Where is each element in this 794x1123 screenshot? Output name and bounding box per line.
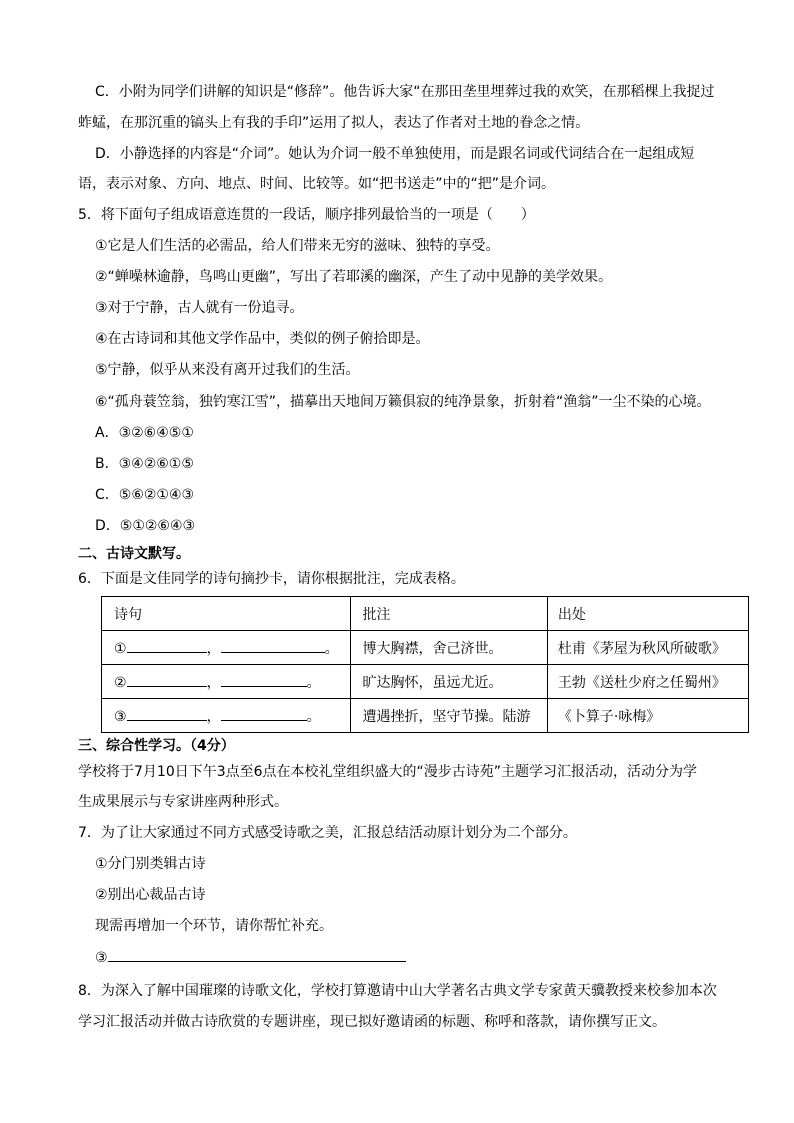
poem-cell [102, 665, 351, 699]
answer-blank[interactable] [221, 672, 307, 687]
q7-item-2: ②别出心裁品古诗 [95, 887, 206, 903]
answer-blank[interactable] [127, 638, 207, 653]
intro-line1: 学校将于7月10日下午3点至6点在本校礼堂组织盛大的“漫步古诗苑”主题学习汇报活动，活动分为学 [78, 764, 698, 780]
table-row [102, 631, 749, 665]
poem-card-table [101, 596, 749, 733]
q5-sentence-3: ③对于宁静，古人就有一份追寻。 [95, 300, 304, 316]
option-d-line1: D．小静选择的内容是“介词”。她认为介词一般不单独使用，而是跟名词或代词结合在一起组成短 [95, 146, 695, 162]
option-c-line1: C．小附为同学们讲解的知识是“修辞”。他告诉大家“在那田垄里埋葬过我的欢笑，在那稻棵上我捉过 [95, 84, 715, 100]
note-cell: 博大胸襟，舍己济世。 [350, 631, 547, 665]
row-number: ③ [114, 708, 127, 725]
comma: ， [206, 640, 221, 657]
answer-blank[interactable] [127, 672, 207, 687]
header-note: 批注 [350, 597, 547, 631]
section-3-heading: 三、综合性学习。（4分） [78, 738, 235, 754]
q5-option-b: B．③④②⑥①⑤ [95, 456, 194, 472]
table-row [102, 699, 749, 733]
intro-line2: 生成果展示与专家讲座两种形式。 [78, 794, 288, 810]
comma: ， [206, 708, 221, 725]
q8-line2: 学习汇报活动并做古诗欣赏的专题讲座，现已拟好邀请函的标题、称呼和落款，请你撰写正文。 [78, 1014, 666, 1030]
note-cell: 遭遇挫折，坚守节操。陆游 [350, 699, 547, 733]
header-poem: 诗句 [102, 597, 351, 631]
note-cell: 旷达胸怀，虽远尤近。 [350, 665, 547, 699]
q7-item-1: ①分门别类辑古诗 [95, 856, 206, 872]
period: 。 [306, 674, 321, 691]
q7-answer-line [95, 947, 406, 968]
answer-blank[interactable] [221, 638, 325, 653]
poem-cell [102, 699, 351, 733]
row-number: ① [114, 640, 127, 657]
q8-line1: 8．为深入了解中国璀璨的诗歌文化，学校打算邀请中山大学著名古典文学专家黄天骥教授来校参加本次 [78, 983, 717, 999]
q5-option-d: D．⑤①②⑥④③ [95, 518, 196, 534]
table-row [102, 665, 749, 699]
answer-blank[interactable] [221, 706, 307, 721]
header-source: 出处 [547, 597, 748, 631]
answer-blank[interactable] [127, 706, 207, 721]
source-cell: 杜甫《茅屋为秋风所破歌》 [547, 631, 748, 665]
q7-note: 现需再增加一个环节，请你帮忙补充。 [95, 918, 333, 934]
row-number: ② [114, 674, 127, 691]
answer-blank[interactable] [108, 947, 406, 962]
poem-cell [102, 631, 351, 665]
q7-blank-number: ③ [95, 950, 108, 966]
q5-sentence-1: ①它是人们生活的必需品，给人们带来无穷的滋味、独特的享受。 [95, 238, 500, 254]
q5-sentence-5: ⑤宁静，似乎从来没有离开过我们的生活。 [95, 362, 360, 378]
option-c-line2: 蚱蜢，在那沉重的镐头上有我的手印”运用了拟人，表达了作者对土地的眷念之情。 [78, 115, 590, 131]
option-d-line2: 语，表示对象、方向、地点、时间、比较等。如“把书送走”中的“把”是介词。 [78, 176, 556, 192]
period: 。 [324, 640, 339, 657]
q6-stem: 6．下面是文佳同学的诗句摘抄卡，请你根据批注，完成表格。 [78, 571, 465, 587]
q5-stem: 5．将下面句子组成语意连贯的一段话，顺序排列最恰当的一项是（ ） [78, 207, 535, 223]
q5-option-a: A．③②⑥④⑤① [95, 425, 194, 441]
q7-stem: 7．为了让大家通过不同方式感受诗歌之美，汇报总结活动原计划分为二个部分。 [78, 825, 577, 841]
comma: ， [206, 674, 221, 691]
q5-option-c: C．⑤⑥②①④③ [95, 487, 195, 503]
q5-sentence-6: ⑥“孤舟蓑笠翁，独钓寒江雪”，描摹出天地间万籁俱寂的纯净景象，折射着“渔翁”一尘不染的心境。 [95, 394, 711, 410]
source-cell: 《卜算子·咏梅》 [547, 699, 748, 733]
source-cell: 王勃《送杜少府之任蜀州》 [547, 665, 748, 699]
period: 。 [306, 708, 321, 725]
table-header-row [102, 597, 749, 631]
q5-sentence-2: ②“蝉噪林逾静，鸟鸣山更幽”，写出了若耶溪的幽深，产生了动中见静的美学效果。 [95, 269, 613, 285]
q5-sentence-4: ④在古诗词和其他文学作品中，类似的例子俯拾即是。 [95, 331, 430, 347]
section-2-heading: 二、古诗文默写。 [78, 546, 190, 562]
